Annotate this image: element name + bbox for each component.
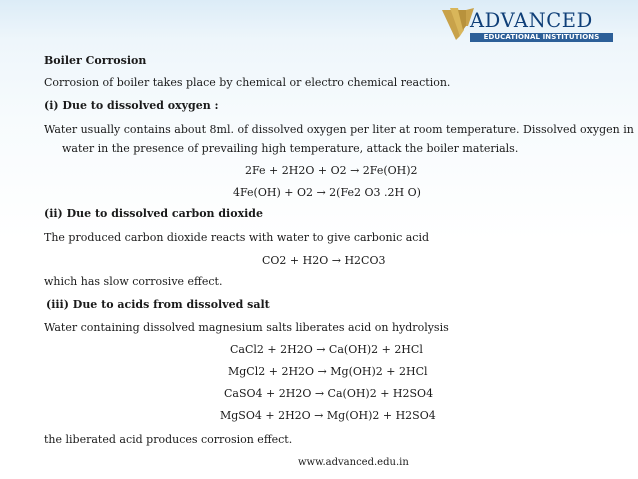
logo-wordmark: ADVANCED bbox=[470, 9, 593, 32]
equation: CO2 + H2O → H2CO3 bbox=[262, 254, 386, 267]
section-text: water in the presence of prevailing high temperature, attack the boiler materials. bbox=[62, 142, 519, 155]
equation: 4Fe(OH) + O2 → 2(Fe2 O3 .2H O) bbox=[233, 186, 421, 199]
section-text: which has slow corrosive effect. bbox=[44, 275, 223, 288]
section-text: Water containing dissolved magnesium salts liberates acid on hydrolysis bbox=[44, 321, 449, 334]
website-url: www.advanced.edu.in bbox=[298, 457, 409, 468]
section-heading-acids: (iii) Due to acids from dissolved salt bbox=[46, 298, 270, 311]
section-text: Water usually contains about 8ml. of dissolved oxygen per liter at room temperature. Dissolved oxygen in bbox=[44, 123, 634, 136]
section-heading-oxygen: (i) Due to dissolved oxygen : bbox=[44, 99, 219, 112]
section-text: The produced carbon dioxide reacts with water to give carbonic acid bbox=[44, 231, 429, 244]
slide-title: Boiler Corrosion bbox=[44, 54, 147, 67]
advanced-logo bbox=[440, 6, 618, 46]
equation: MgSO4 + 2H2O → Mg(OH)2 + H2SO4 bbox=[220, 409, 436, 422]
equation: CaSO4 + 2H2O → Ca(OH)2 + H2SO4 bbox=[224, 387, 434, 400]
equation: 2Fe + 2H2O + O2 → 2Fe(OH)2 bbox=[245, 164, 418, 177]
equation: CaCl2 + 2H2O → Ca(OH)2 + 2HCl bbox=[230, 343, 423, 356]
section-text: the liberated acid produces corrosion effect. bbox=[44, 433, 293, 446]
intro-text: Corrosion of boiler takes place by chemical or electro chemical reaction. bbox=[44, 76, 451, 89]
section-heading-carbon-dioxide: (ii) Due to dissolved carbon dioxide bbox=[44, 207, 264, 220]
equation: MgCl2 + 2H2O → Mg(OH)2 + 2HCl bbox=[228, 365, 428, 378]
logo-subtitle: EDUCATIONAL INSTITUTIONS bbox=[483, 33, 600, 41]
